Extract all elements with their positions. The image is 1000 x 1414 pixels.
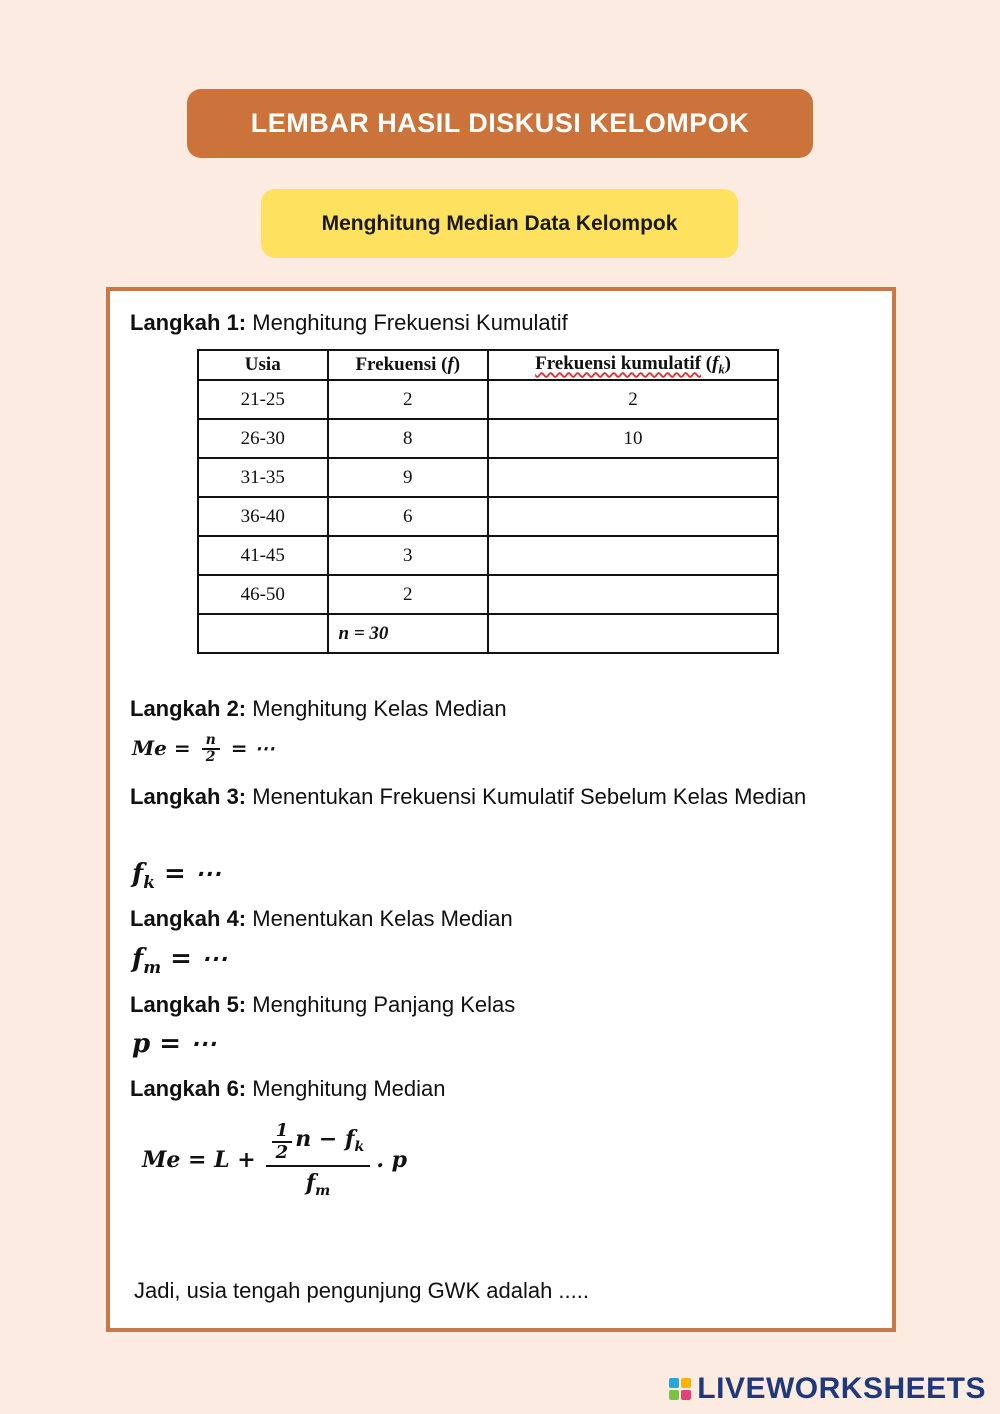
cell-usia: 31-35 [198,458,328,497]
worksheet-card [106,287,896,1332]
liveworksheets-logo-icon [669,1378,691,1400]
cell-kumulatif[interactable]: 2 [488,380,778,419]
table-total-row [198,614,778,653]
step-6 [130,1071,446,1107]
step-label: Langkah 1: [130,310,247,335]
formula-p: p = ⋯ [132,1029,217,1059]
cell-total-n: n = 30 [328,614,489,653]
table-row [198,419,778,458]
formula-median: Me = L + $\frac{1}{2}$ $n - f_k$ $f_m$ . p [142,1120,408,1199]
cell-kumulatif[interactable] [488,458,778,497]
cell-usia: 46-50 [198,575,328,614]
cell-kumulatif[interactable]: 10 [488,419,778,458]
header-usia: Usia [198,350,328,380]
page-subtitle: Menghitung Median Data Kelompok [321,211,678,235]
cell-frekuensi: 6 [328,497,489,536]
cell-empty [198,614,328,653]
formula-fm: $f_m$ = ⋯ [132,944,227,977]
step-3 [130,779,870,815]
table-row [198,380,778,419]
cell-frekuensi: 9 [328,458,489,497]
step-4 [130,901,513,937]
conclusion: Jadi, usia tengah pengunjung GWK adalah ..... [134,1278,589,1303]
step-label: Langkah 5: [130,992,247,1017]
step-text: Menentukan Kelas Median [252,906,513,931]
cell-usia: 21-25 [198,380,328,419]
step-text: Menghitung Panjang Kelas [252,992,516,1017]
table-header-row [198,350,778,380]
cell-usia: 41-45 [198,536,328,575]
step-1 [130,305,568,341]
step-label: Langkah 4: [130,906,247,931]
frequency-table [197,349,779,654]
step-text: Menghitung Frekuensi Kumulatif [252,310,568,335]
table-row [198,575,778,614]
liveworksheets-logo [669,1372,986,1406]
page-title: LEMBAR HASIL DISKUSI KELOMPOK [250,108,750,138]
cell-kumulatif[interactable] [488,536,778,575]
header-frekuensi-kumulatif: Frekuensi kumulatif $(f_k)$ [488,350,778,380]
brand-name: LIVEWORKSHEETS [697,1372,986,1405]
step-5 [130,987,515,1023]
cell-kumulatif[interactable] [488,497,778,536]
step-text: Menentukan Frekuensi Kumulatif Sebelum Kelas Median [252,784,807,809]
step-label: Langkah 2: [130,696,247,721]
cell-kumulatif[interactable] [488,575,778,614]
step-text: Menghitung Median [252,1076,446,1101]
formula-me: Me = $\frac{n}{2}$ = ⋯ [132,732,275,766]
table-row [198,497,778,536]
formula-fk: $f_k$ = ⋯ [132,859,221,892]
cell-frekuensi: 3 [328,536,489,575]
cell-kumulatif-total[interactable] [488,614,778,653]
subtitle-banner [261,189,738,258]
fraction-n-over-2: $\frac{n}{2}$ [202,733,220,766]
header-frekuensi: Frekuensi (f) [328,350,489,380]
cell-frekuensi: 2 [328,380,489,419]
step-label: Langkah 6: [130,1076,247,1101]
step-text: Menghitung Kelas Median [252,696,507,721]
step-2 [130,691,507,727]
cell-frekuensi: 8 [328,419,489,458]
median-fraction: $\frac{1}{2}$ $n - f_k$ $f_m$ [266,1121,371,1199]
step-label: Langkah 3: [130,784,247,809]
table-row [198,458,778,497]
table-row [198,536,778,575]
cell-frekuensi: 2 [328,575,489,614]
cell-usia: 36-40 [198,497,328,536]
title-banner [187,89,813,158]
cell-usia: 26-30 [198,419,328,458]
